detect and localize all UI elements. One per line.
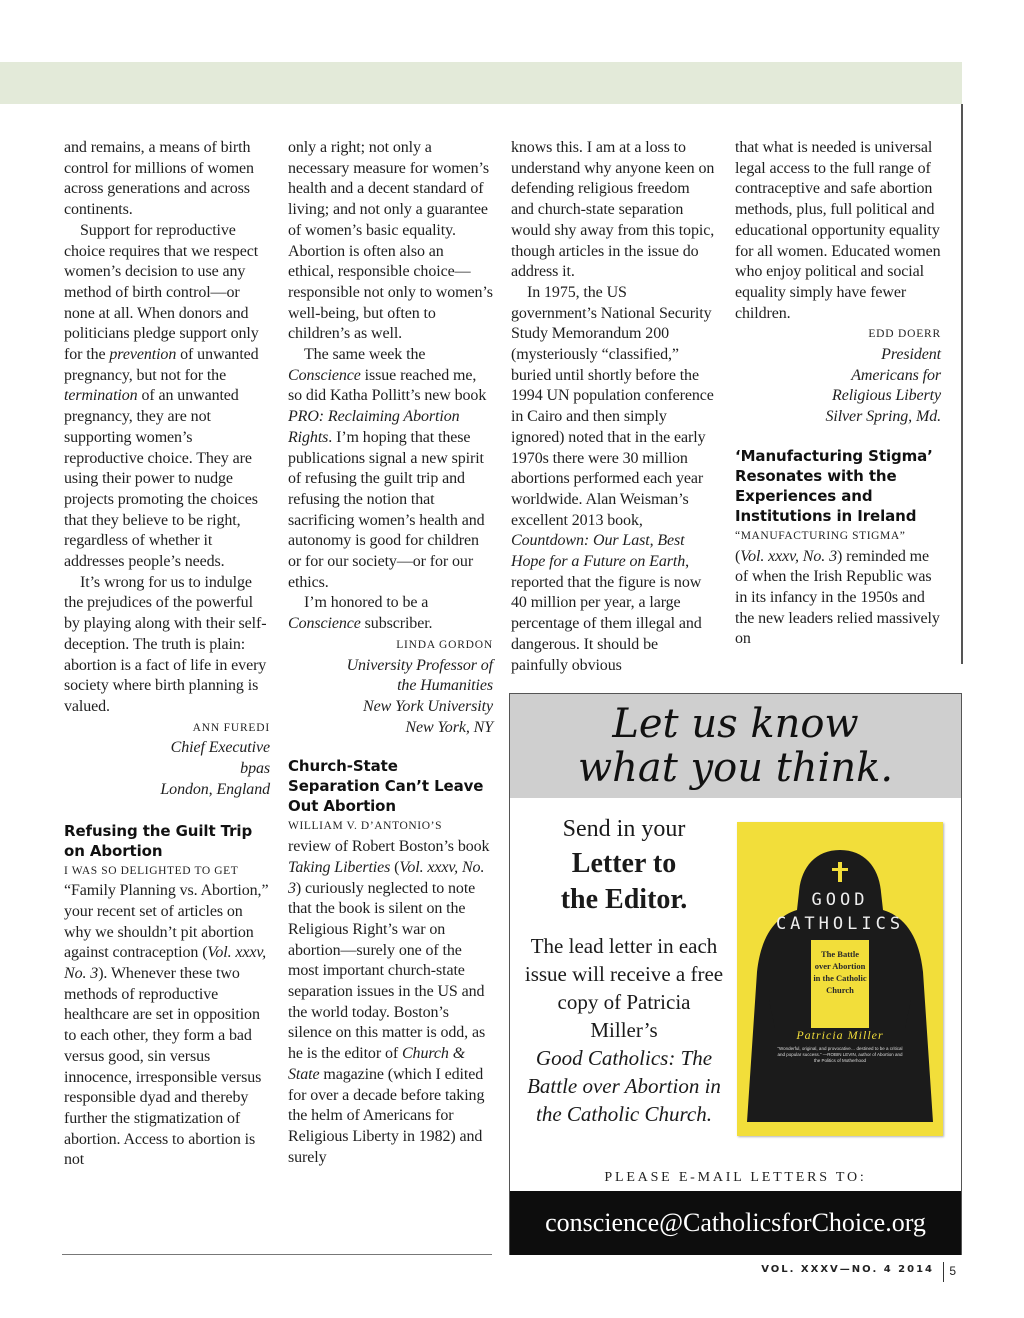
signature: ANN FUREDI Chief Executive bpas London, England (160, 721, 270, 798)
book-cover-image (737, 822, 943, 1136)
paragraph: In 1975, the US government’s National Security Study Memorandum 200 (mysteriously “classified,” buried until shortly before the 1994 UN population conference in Cairo and then simply ignored) noted that in the early 1970s there were 30 million abortions performed each year worldwide. Alan Weisman’s excellent 2013 book, Countdown: Our Last, Best Hope for a Future on Earth, reported that the figure is now 40 million per year, a large percentage of them illegal and dangerous. It should be painfully obvious (511, 283, 714, 674)
book-title-line: CATHOLICS (775, 914, 905, 934)
lead-in: WILLIAM V. D’ANTONIO’S (288, 820, 443, 833)
bottom-rule (62, 1254, 492, 1255)
email-prompt: PLEASE E-MAIL LETTERS TO: (604, 1170, 867, 1185)
signature: LINDA GORDON University Professor of the Humanities New York University New York, NY (346, 638, 493, 736)
paragraph: that what is needed is universal legal access to the full range of contraceptive and safe abortion methods, plus, full political and educational opportunity equality for all women. Educated women who enjoy political and social equality simply have fewer children. (735, 139, 941, 322)
column-rule (961, 104, 963, 664)
ad-body: Send in your Letter to the Editor. The lead letter in each issue will receive a free copy of Patricia Miller’s Good Catholics: The Battle over Abortion in the Catholic Church. (524, 816, 724, 1126)
column-1 (64, 138, 270, 1171)
book-blurb: “Wonderful, original, and provocative… destined to be a critical and popular success.” —ROBIN LEVIN, author of Abortion and the Politics of Motherhood (777, 1046, 903, 1063)
letter-heading: ‘Manufacturing Stigma’ Resonates with the Experiences and Institutions in Ireland (735, 446, 933, 525)
paragraph: I’m honored to be a Conscience subscriber. (288, 594, 433, 633)
letter-heading: Church-State Separation Can’t Leave Out Abortion (288, 757, 484, 816)
letters-ad (509, 693, 962, 1255)
ad-headline: Let us know what you think. (510, 694, 961, 798)
paragraph: and remains, a means of birth control for millions of women across generations and across continents. (64, 139, 254, 219)
header-band (0, 62, 962, 104)
paragraph: It’s wrong for us to indulge the prejudices of the powerful by playing along with their self-deception. The truth is plain: abortion is a fact of life in every society where birth planning is valued. (64, 573, 267, 715)
paragraph: review of Robert Boston’s book Taking Liberties (Vol. xxxv, No. 3) curiously neglected to note that the book is silent on the Religious Right’s war on abortion—surely one of the most important church-state separation issues in the US and the world today. Boston’s silence on this matter is odd, as he is the editor of Church & State magazine (which I edited for over a decade before taking the helm of Americans for Religious Liberty in 1982) and surely (288, 838, 490, 1166)
lead-in: I WAS SO DELIGHTED TO GET (64, 864, 239, 877)
email-address[interactable]: conscience@CatholicsforChoice.org (510, 1191, 961, 1255)
paragraph: Support for reproductive choice requires that we respect women’s decision to use any method of birth control—or none at all. When donors and politicians pledge support only for the prevention of unwanted pregnancy, but not for the termination of an unwanted pregnancy, they are not supporting women’s reproductive choice. They are using their power to nudge projects promoting the choices that they believe to be right, regardless of whether it addresses people’s needs. (64, 221, 259, 571)
book-title-line: GOOD (811, 890, 869, 910)
column-2 (288, 138, 493, 1168)
footer-divider (943, 1262, 944, 1282)
page-number: 5 (949, 1264, 956, 1278)
paragraph: knows this. I am at a loss to understand why anyone keen on defending religious freedom and church-state separation would shy away from this topic, though articles in the issue do address it. (511, 139, 715, 281)
paragraph: (Vol. xxxv, No. 3) reminded me of when the Irish Republic was in its infancy in the 1950s and the new leaders relied massively on (735, 547, 940, 648)
paragraph: only a right; not only a necessary measure for women’s health and a decent standard of living; and not only a guarantee of women’s basic equality. Abortion is often also an ethical, responsible choice—responsible not only to women’s well-being, but often to children’s as well. (288, 139, 493, 343)
page-footer (740, 1262, 960, 1282)
paragraph: “Family Planning vs. Abortion,” your recent set of articles on why we shouldn’t pit abortion against contraception (Vol. xxxv, No. 3). Whenever these two methods of reproductive healthcare are set in opposition to each other, they form a bad versus good, sin versus innocence, irresponsible versus responsible dyad and thereby further the stigmatization of abortion. Access to abortion is not (64, 882, 269, 1169)
column-4 (735, 138, 941, 650)
lead-in: “MANUFACTURING STIGMA” (735, 529, 906, 542)
volume-label: VOL. XXXV—NO. 4 2014 (761, 1264, 934, 1275)
column-3 (511, 138, 716, 676)
signature: EDD DOERR President Americans for Religious Liberty Silver Spring, Md. (825, 328, 941, 426)
paragraph: The same week the Conscience issue reached me, so did Katha Pollitt’s new book PRO: Reclaiming Abortion Rights. I’m hoping that these publications signal a new spirit of refusing the guilt trip and refusing the notion that sacrificing women’s health and autonomy is good for children or for our society—or for our ethics. (288, 346, 487, 591)
book-author: Patricia Miller (796, 1028, 884, 1042)
letter-heading: Refusing the Guilt Trip on Abortion (64, 821, 253, 860)
book-subtitle: The Battle over Abortion in the Catholic Church (813, 949, 867, 995)
